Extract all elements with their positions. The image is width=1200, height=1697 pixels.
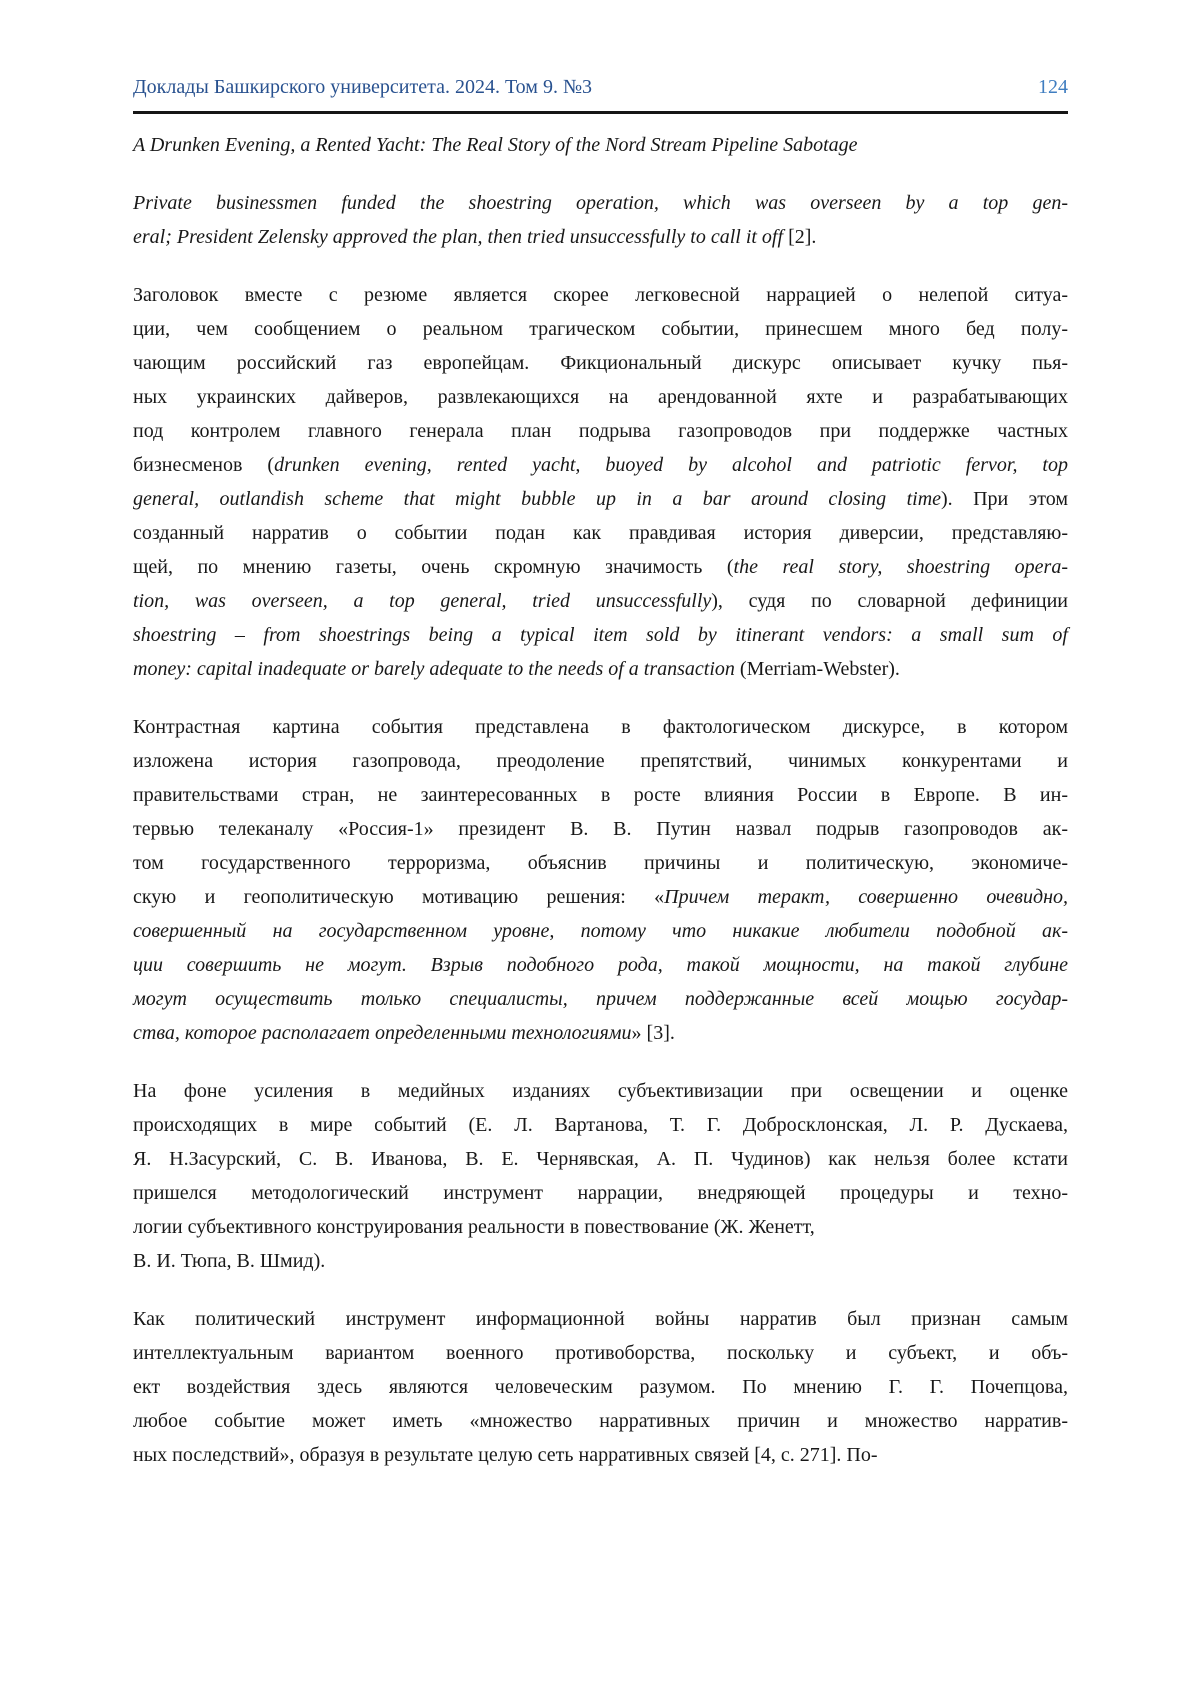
- text-line: [133, 652, 1068, 686]
- text-line: [133, 880, 1068, 914]
- italic-text-run: eral; President Zelensky approved the plan, then tried unsuccessfully to call it off: [133, 226, 789, 248]
- italic-text-run: могут осуществить только специалисты, причем поддержанные всей мощью государ-: [133, 988, 1068, 1010]
- text-run: (Merriam-Webster).: [739, 658, 900, 680]
- text-run: ект воздействия здесь являются человеческим разумом. По мнению Г. Г. Почепцова,: [133, 1376, 1068, 1398]
- text-run: скую и геополитическую мотивацию решения: «: [133, 886, 665, 908]
- text-line: [133, 778, 1068, 812]
- italic-text-run: drunken evening, rented yacht, buoyed by alcohol and patriotic fervor, top: [274, 454, 1068, 476]
- title-paragraph: [133, 128, 1068, 162]
- text-line: [133, 1074, 1068, 1108]
- italic-text-run: Private businessmen funded the shoestring operation, which was overseen by a top gen-: [133, 192, 1068, 214]
- text-line: [133, 516, 1068, 550]
- text-run: созданный нарратив о событии подан как правдивая история диверсии, представляю-: [133, 522, 1068, 544]
- text-run: Заголовок вместе с резюме является скорее легковесной наррацией о нелепой ситуа-: [133, 284, 1068, 306]
- text-run: щей, по мнению газеты, очень скромную значимость (: [133, 556, 734, 578]
- page-header: [133, 74, 1068, 101]
- text-line: [133, 584, 1068, 618]
- text-line: [133, 220, 1068, 254]
- text-line: [133, 812, 1068, 846]
- text-line: [133, 380, 1068, 414]
- text-line: [133, 1108, 1068, 1142]
- text-run: бизнесменов (: [133, 454, 275, 476]
- journal-title: Доклады Башкирского университета. 2024. Том 9. №3: [133, 76, 593, 98]
- body-paragraph-3: [133, 1074, 1068, 1278]
- text-run: ных последствий», образуя в результате целую сеть нарративных связей [4, с. 271]. По-: [133, 1444, 878, 1466]
- text-run: Контрастная картина события представлена в фактологическом дискурсе, в котором: [133, 716, 1068, 738]
- text-line: [133, 1176, 1068, 1210]
- italic-text-run: shoestring – from shoestrings being a typical item sold by itinerant vendors: a small sum of: [133, 624, 1068, 646]
- text-line: [133, 278, 1068, 312]
- text-line: [133, 1016, 1068, 1050]
- text-run: ). При этом: [941, 488, 1068, 510]
- header-rule: [133, 111, 1068, 114]
- text-line: [133, 1244, 1068, 1278]
- text-line: [133, 618, 1068, 652]
- text-line: [133, 982, 1068, 1016]
- italic-text-run: ства, которое располагает определенными технологиями: [133, 1022, 632, 1044]
- italic-text-run: tion, was overseen, a top general, tried unsuccessfully: [133, 590, 712, 612]
- body-paragraph-2: [133, 710, 1068, 1050]
- text-line: [133, 186, 1068, 220]
- italic-text-run: the real story, shoestring opera-: [733, 556, 1069, 578]
- text-line: [133, 744, 1068, 778]
- text-line: [133, 414, 1068, 448]
- text-line: [133, 312, 1068, 346]
- text-run: изложена история газопровода, преодоление препятствий, чинимых конкурентами и: [133, 750, 1068, 772]
- text-run: ных украинских дайверов, развлекающихся на арендованной яхте и разрабатывающих: [133, 386, 1068, 408]
- italic-text-run: ции совершить не могут. Взрыв подобного рода, такой мощности, на такой глубине: [133, 954, 1068, 976]
- text-run: » [3].: [631, 1022, 675, 1044]
- text-line: [133, 482, 1068, 516]
- text-run: тервью телеканалу «Россия-1» президент В. В. Путин назвал подрыв газопроводов ак-: [133, 818, 1068, 840]
- italic-text-run: совершенный на государственном уровне, потому что никакие любители подобной ак-: [133, 920, 1068, 942]
- article-body: [133, 128, 1068, 1472]
- text-run: чающим российский газ европейцам. Фикциональный дискурс описывает кучку пья-: [133, 352, 1068, 374]
- text-line: [133, 1336, 1068, 1370]
- text-line: [133, 948, 1068, 982]
- text-run: ), судя по словарной дефиниции: [711, 590, 1069, 612]
- text-run: происходящих в мире событий (Е. Л. Вартанова, Т. Г. Добросклонская, Л. Р. Дускаева,: [133, 1114, 1068, 1136]
- text-line: [133, 550, 1068, 584]
- text-line: [133, 1302, 1068, 1336]
- italic-text-run: Причем теракт, совершенно очевидно,: [664, 886, 1068, 908]
- abstract-paragraph: [133, 186, 1068, 254]
- text-line: [133, 346, 1068, 380]
- text-run: В. И. Тюпа, В. Шмид).: [133, 1250, 326, 1272]
- text-run: под контролем главного генерала план подрыва газопроводов при поддержке частных: [133, 420, 1068, 442]
- text-run: ции, чем сообщением о реальном трагическом событии, принесшем много бед полу-: [133, 318, 1068, 340]
- text-run: пришелся методологический инструмент наррации, внедряющей процедуры и техно-: [133, 1182, 1068, 1204]
- text-line: [133, 1210, 1068, 1244]
- text-run: правительствами стран, не заинтересованных в росте влияния России в Европе. В ин-: [133, 784, 1068, 806]
- text-run: логии субъективного конструирования реальности в повествование (Ж. Женетт,: [133, 1216, 815, 1238]
- text-run: Как политический инструмент информационной войны нарратив был признан самым: [133, 1308, 1068, 1330]
- page-number: 124: [1038, 76, 1068, 98]
- text-line: [133, 1370, 1068, 1404]
- text-line: [133, 448, 1068, 482]
- body-paragraph-4: [133, 1302, 1068, 1472]
- text-line: [133, 1438, 1068, 1472]
- italic-text-run: general, outlandish scheme that might bubble up in a bar around closing time: [133, 488, 942, 510]
- text-run: том государственного терроризма, объяснив причины и политическую, экономиче-: [133, 852, 1068, 874]
- text-line: [133, 710, 1068, 744]
- text-line: [133, 846, 1068, 880]
- text-run: На фоне усиления в медийных изданиях субъективизации при освещении и оценке: [133, 1080, 1068, 1102]
- text-line: [133, 914, 1068, 948]
- italic-text-run: A Drunken Evening, a Rented Yacht: The Real Story of the Nord Stream Pipeline Sabotage: [133, 134, 858, 156]
- text-line: [133, 128, 1068, 162]
- italic-text-run: money: capital inadequate or barely adequate to the needs of a transaction: [133, 658, 740, 680]
- text-run: [2].: [788, 226, 817, 248]
- text-run: интеллектуальным вариантом военного противоборства, поскольку и субъект, и объ-: [133, 1342, 1068, 1364]
- text-line: [133, 1142, 1068, 1176]
- text-line: [133, 1404, 1068, 1438]
- text-run: Я. Н.Засурский, С. В. Иванова, В. Е. Чернявская, А. П. Чудинов) как нельзя более кстати: [133, 1148, 1068, 1170]
- body-paragraph-1: [133, 278, 1068, 686]
- text-run: любое событие может иметь «множество нарративных причин и множество нарратив-: [133, 1410, 1068, 1432]
